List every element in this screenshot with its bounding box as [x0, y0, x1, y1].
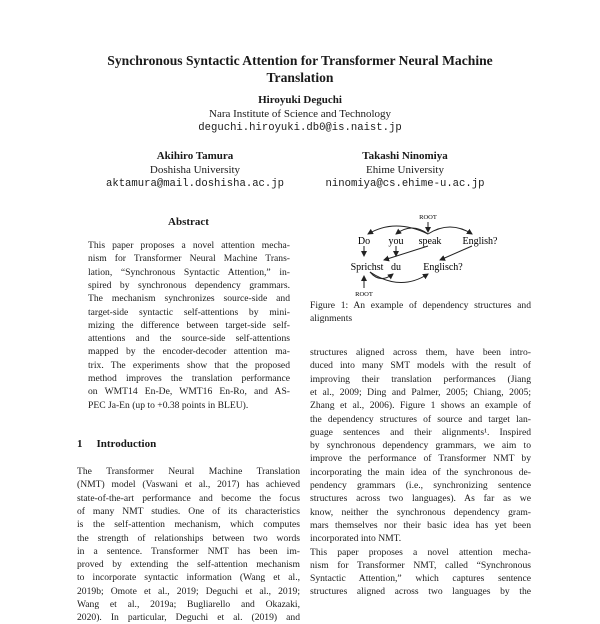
- text-line: structures aligned across two languages by the: [310, 586, 531, 598]
- text-line: the strength of relationships between two words: [77, 532, 300, 544]
- author-affiliation: Doshisha University: [149, 164, 241, 176]
- source-word: you: [388, 236, 404, 247]
- text-line: improving their translation performances (Jiang: [310, 373, 531, 385]
- abstract-heading: Abstract: [168, 216, 209, 228]
- text-line: (NMT) model (Vaswani et al., 2017) has achieved: [77, 479, 300, 491]
- author-email: deguchi.hiroyuki.db0@is.naist.jp: [198, 122, 402, 134]
- text-line: mizing the difference between target-side self-: [88, 319, 290, 331]
- figure-caption: Figure 1: An example of dependency structures and: [310, 300, 531, 311]
- target-word: Sprichst: [350, 262, 384, 273]
- source-word: Do: [357, 236, 371, 247]
- text-line: The mechanism synchronizes source-side and: [88, 293, 290, 305]
- text-line: proved by extending the self-attention mechanism: [77, 559, 300, 571]
- title-line: Translation: [266, 70, 334, 85]
- text-line: structures aligned across them, have been intro-: [310, 347, 531, 358]
- text-line: lation, “Synchronous Syntactic Attention,” in-: [88, 266, 290, 278]
- text-line: duced into many SMT models with the result of: [310, 360, 531, 372]
- paper-title: [0, 52, 600, 86]
- source-word: speak: [418, 236, 442, 247]
- section-number: 1: [77, 438, 83, 450]
- text-line: nism for Transformer Neural Machine Trans-: [88, 253, 290, 265]
- text-line: nism for Transformer NMT, called “Synchronous: [310, 559, 531, 571]
- text-line: spired by synchronous dependency grammars.: [88, 279, 290, 291]
- text-line: mars themselves nor their basic idea has yet been: [310, 519, 531, 531]
- text-line: The Transformer Neural Machine Translation: [77, 466, 300, 477]
- author-name: Akihiro Tamura: [156, 150, 234, 162]
- title-line: Synchronous Syntactic Attention for Transformer Neural Machine: [107, 53, 493, 68]
- text-line: guage sentences and their alignments¹. Inspired: [310, 426, 531, 438]
- section-title: Introduction: [96, 438, 157, 450]
- author-email: aktamura@mail.doshisha.ac.jp: [105, 178, 284, 190]
- target-word: du: [391, 262, 401, 273]
- author-name: Takashi Ninomiya: [362, 150, 448, 162]
- text-line: This paper proposes a novel attention mecha-: [88, 240, 290, 251]
- text-line: is the self-attention mechanism, which computes: [77, 519, 300, 531]
- source-word: English?: [462, 236, 498, 247]
- author-name: Hiroyuki Deguchi: [258, 94, 342, 106]
- author-email: ninomiya@cs.ehime-u.ac.jp: [325, 178, 485, 190]
- text-line: PEC Ja-En (up to +0.38 points in BLEU).: [88, 399, 249, 411]
- text-line: 2020). In particular, Deguchi et al. (2019) and: [77, 612, 300, 624]
- figure-caption: alignments: [310, 313, 353, 324]
- text-line: mapped by the encoder-decoder attention ma-: [88, 346, 290, 358]
- author-affiliation: Ehime University: [366, 164, 444, 176]
- text-line: et al., 2009; Ding and Palmer, 2005; Chiang, 2005;: [310, 386, 531, 398]
- text-line: on WMT14 En-De, WMT16 En-Ro, and AS-: [88, 386, 290, 398]
- text-line: Zhang et al., 2006). Figure 1 shows an example of: [310, 400, 531, 412]
- text-line: the dependency structures of source and target lan-: [310, 413, 531, 425]
- text-line: improve the performance of Transformer NMT by: [310, 453, 531, 465]
- text-line: pendency grammars (i.e., synchronizing sentence: [310, 480, 531, 491]
- author-block: [305, 150, 505, 190]
- section-heading: [77, 438, 156, 450]
- text-line: attentions and the source-side self-attentions: [88, 333, 290, 345]
- text-line: Syntactic Attention,” which captures sentence: [310, 573, 531, 585]
- dependency-figure: [300, 210, 540, 300]
- text-line: trix. The experiments show that the proposed: [88, 359, 290, 371]
- text-line: know, neither the synchronous dependency gram-: [310, 506, 531, 518]
- text-line: state-of-the-art performance and become the focus: [77, 492, 300, 504]
- text-line: to incorporate syntactic information (Wang et al.,: [77, 572, 300, 584]
- text-line: 2019b; Omote et al., 2019; Deguchi et al., 2019;: [77, 585, 300, 597]
- text-line: Wang et al., 2019a; Bugliarello and Okazaki,: [77, 599, 300, 610]
- root-label: ROOT: [419, 214, 437, 221]
- text-line: by synchronous dependency grammars, we aim to: [310, 440, 531, 452]
- text-line: method improves the translation performance: [88, 373, 290, 384]
- root-label: ROOT: [355, 291, 373, 298]
- text-line: This paper proposes a novel attention mecha-: [310, 546, 531, 558]
- author-block: [95, 150, 295, 190]
- target-word: Englisch?: [423, 262, 463, 273]
- text-line: incorporated into NMT.: [310, 533, 402, 545]
- text-line: in a sentence. Transformer NMT has been im-: [77, 545, 300, 557]
- author-block: [0, 94, 600, 134]
- text-line: incorporating the main idea of the synchronous de-: [310, 466, 531, 478]
- text-line: of many NMT studies. One of its characteristics: [77, 505, 300, 517]
- text-line: target-side syntactic self-attentions by mini-: [88, 306, 290, 318]
- text-line: structures across two languages). As far as we: [310, 493, 531, 505]
- author-affiliation: Nara Institute of Science and Technology: [209, 108, 391, 120]
